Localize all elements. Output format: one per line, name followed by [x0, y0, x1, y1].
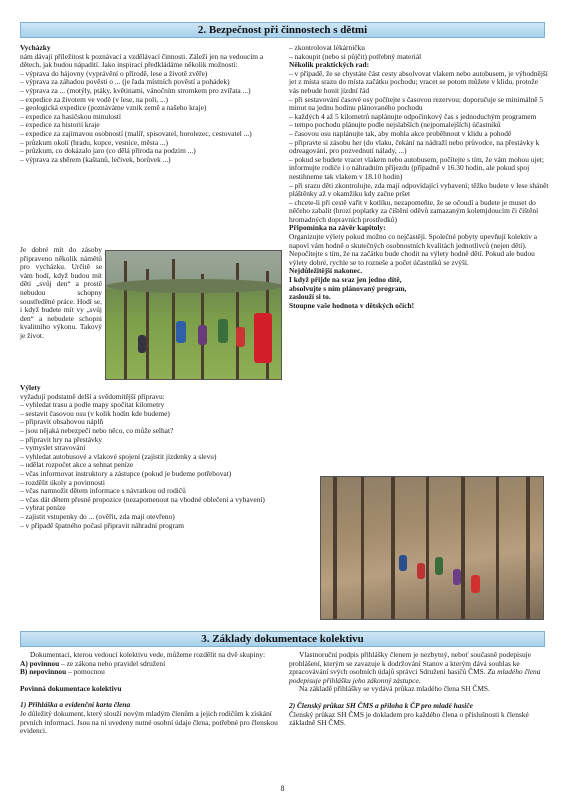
podpis-note: Za mladého člena podepisuje přihlášku jeho zákonný zástupce.: [289, 667, 541, 685]
section-2-right-column: [289, 44, 549, 310]
rady-heading: Několik praktických rad:: [289, 60, 370, 70]
section-3-title: 3. Základy dokumentace kolektivu: [20, 631, 545, 647]
list-item: – udělat rozpočet akce a sehnat peníze: [20, 460, 134, 470]
list-item: – průzkum, co dokázalo jaro (co dělá příroda na podzim ...): [20, 146, 196, 156]
vychazky-intro: nám dávají příležitost k poznávací a vzdělávací činnosti. Záleží jen na vedoucím a dětech, jak budou nápadití. Jako inspiraci předkládáme několik možností:: [20, 51, 264, 70]
list-item: – expedice za hasičskou minulostí: [20, 111, 121, 121]
podpis-text: Vlastnoruční podpis přihlášky členem je nezbytný, neboť současně podepisuje prohlášení, kterým se zavazuje k dodržování Stanov a kterým dává souhlas ke zpracovávání svých osobních údajů správci Sdružení hasičů ČMS.: [289, 650, 532, 677]
item-2-heading: 2) Členský průkaz SH ČMS a příloha k ČP pro mladé hasiče: [289, 700, 473, 710]
list-item: – při sestavování časové osy počítejte s časovou rezervou; doporučuje se minimálně 5 minut na jednu hodinu plánovaného pochodu: [289, 94, 544, 113]
closing-line: Nejdůležitější nakonec.: [289, 266, 363, 276]
section-2-left-column: [20, 44, 282, 164]
list-item: – tempo pochodu plánujte podle nejslabších (nejpomalejších) účastníků: [289, 120, 501, 130]
list-item: – včas informovat instruktory a zástupce (pokud je budeme potřebovat): [20, 468, 232, 478]
list-item: – geologická expedice (poznáváme vznik země a našeho kraje): [20, 103, 207, 113]
dokumentace-intro: Dokumentaci, kterou vedoucí kolektivu vede, můžeme rozdělit na dvě skupiny:: [30, 650, 265, 659]
list-item: – nakoupit (nebo si půjčit) potřebný materiál: [289, 51, 422, 61]
list-item: – výprava za záhadou pověsti o ... (je řada místních pověstí a pohádek): [20, 77, 230, 87]
list-item: – expedice za zajímavou osobností (malíř, spisovatel, horolezec, cestovatel ...): [20, 128, 252, 138]
list-item: – expedice za životem ve vodě (v lese, na poli, ...): [20, 94, 168, 104]
list-item: – vyhledat trasu a podle mapy spočítat kilometry: [20, 400, 165, 410]
forest-group-photo: [320, 476, 544, 620]
list-item: – každých 4 až 5 kilometrů naplánujte odpočinkový čas s jednoduchým programem: [289, 111, 537, 121]
group-a-label: A) povinnou: [20, 658, 60, 668]
section-3-left-column: [20, 651, 282, 736]
list-item: – vybrat peníze: [20, 503, 66, 513]
item-2-text: Členský průkaz SH ČMS je dokladem pro každého člena o příslušnosti k členské základně SH ČMS.: [289, 709, 529, 728]
list-item: – jsou nějaká nebezpečí nebo něco, co může selhat?: [20, 425, 174, 435]
list-item: – včas dát dětem přesné propozice (nezapomenout na vhodné oblečení a vybavení): [20, 494, 265, 504]
list-item: – chcete-li při cestě vařit v kotlíku, nezapomeňte, že se očoudí a budete je muset do něčeho zabalit (hrozí poplatky za čištění oděvů zamazaným kolemjdoucím či čištění hromadných dopravních prostředků): [289, 197, 539, 224]
list-item: – v případě špatného počasí připravit náhradní program: [20, 520, 184, 530]
list-item: – při srazu děti zkontrolujte, zda mají odpovídající vybavení; těžko budete v lese shánět pláštěnky až v okamžiku kdy začne pršet: [289, 180, 549, 199]
list-item: – v případě, že se chystáte část cesty absolvovat vlakem nebo autobusem, je výhodnější jet z místa srazu do místa začátku pochodu; vracet se potom můžete v klidu, protože vás nebude honit jízdní řád: [289, 68, 548, 95]
povinna-heading: Povinná dokumentace kolektivu: [20, 683, 122, 693]
list-item: – sestavit časovou osu (v kolik hodin kde budeme): [20, 408, 170, 418]
group-b-label: B) nepovinnou: [20, 667, 67, 677]
list-item: – včas namnožit dětem informace s návratkou od rodičů: [20, 486, 186, 496]
list-item: – zkontrolovat lékárničku: [289, 43, 365, 52]
closing-line: I když přijde na sraz jen jedno dítě,: [289, 275, 402, 285]
item-1-text: Je důležitý dokument, který slouží novým mladým členům a jejich rodičům k získání prvních informací. Jsou na ní uvedeny nutné osobní údaje člena, potřebné pro členskou evidenci.: [20, 708, 278, 736]
hiking-children-photo: [105, 250, 282, 380]
list-item: – vyhledat autobusové a vlakové spojení (zajistit jízdenky a slevu): [20, 451, 217, 461]
list-item: – výprava za sběrem (kaštanů, lečivek, borůvek ...): [20, 154, 171, 164]
list-item: – vymyslet stravování: [20, 443, 86, 453]
vychazky-heading: Vycházky: [20, 43, 51, 52]
list-item: – výprava za ... (motýly, ptáky, květinami, vánočním stromkem pro zvířata ...): [20, 85, 251, 95]
list-item: – připravte si zásobu her (do vlaku, čekání na nádraží nebo průvodce, na přestávky k odreagování, pro pozvednutí nálady, ...): [289, 137, 540, 156]
pripominka-text: Organizujte výlety pokud možno co nejčastěji. Společné pobyty upevňují kolektiv a napoví vám hodně o skutečných osobnostních kvalitách jednotlivců (nejen dětí). Nepočítejte s tím, že na začátku bude chodit na výlety hodně dětí. Pokud ale budou výlety dobré, rychle se to rozneše a počet účastníků se zvýší.: [289, 232, 538, 267]
list-item: – časovou osu naplánujte tak, aby mohla akce proběhnout v klidu a pohodě: [289, 128, 512, 138]
group-b-text: – pomocnou: [66, 667, 105, 677]
list-item: – pokud se budete vracet vlakem nebo autobusem, počítejte s tím, že vám mohou ujet; informujte rodiče i o náhradním příjezdu (případně v 16.30 hodin, ale pokud spoj nestihneme tak vlakem v 18.10 hodin): [289, 154, 544, 181]
list-item: – rozdělit úkoly a povinnosti: [20, 477, 105, 487]
closing-line: Stoupne vaše hodnota v dětských očích!: [289, 300, 415, 310]
list-item: – průzkum okolí (hradu, kopce, vesnice, města ...): [20, 137, 168, 147]
vylety-block: [20, 384, 282, 530]
list-item: – výprava do hájovny (vyprávění o přírodě, lese a životě zvěře): [20, 68, 208, 78]
closing-line: absolvujte s ním plánovaný program,: [289, 283, 407, 293]
list-item: – expedice za historií kraje: [20, 120, 100, 130]
vychazky-note: Je dobré mít do zásoby připraveno několik námětů pro vycházku. Určitě se vám hodí, když budou mít děti „svůj den“ a prostě nebudou schopny soustředěné práce. Hodí se, i když budete mít vy „svůj den“ a nebudete schopni kvalitního výkonu. Takový je život.: [20, 245, 102, 340]
list-item: – připravit hry na přestávky: [20, 434, 103, 444]
page-number: 8: [280, 784, 285, 793]
pripominka-heading: Připomínka na závěr kapitoly:: [289, 223, 386, 233]
item-1-heading: 1) Přihláška a evidenční karta člena: [20, 700, 131, 710]
section-3-right-column: [289, 651, 549, 728]
list-item: – zajistit vstupenky do ... (ověřit, zda mají otevřeno): [20, 511, 175, 521]
list-item: – připravit obsahovou náplň: [20, 417, 104, 427]
prukaz-text: Na základě přihlášky se vydává průkaz mladého člena SH ČMS.: [299, 684, 490, 694]
vylety-heading: Výlety: [20, 383, 41, 392]
group-a-text: – ze zákona nebo pravidel sdružení: [59, 658, 166, 668]
closing-line: zaslouží si to.: [289, 292, 331, 302]
section-2-title: 2. Bezpečnost při činnostech s dětmi: [20, 22, 545, 38]
vylety-intro: vyžadují podstatně delší a svědomitější přípravu:: [20, 391, 165, 401]
